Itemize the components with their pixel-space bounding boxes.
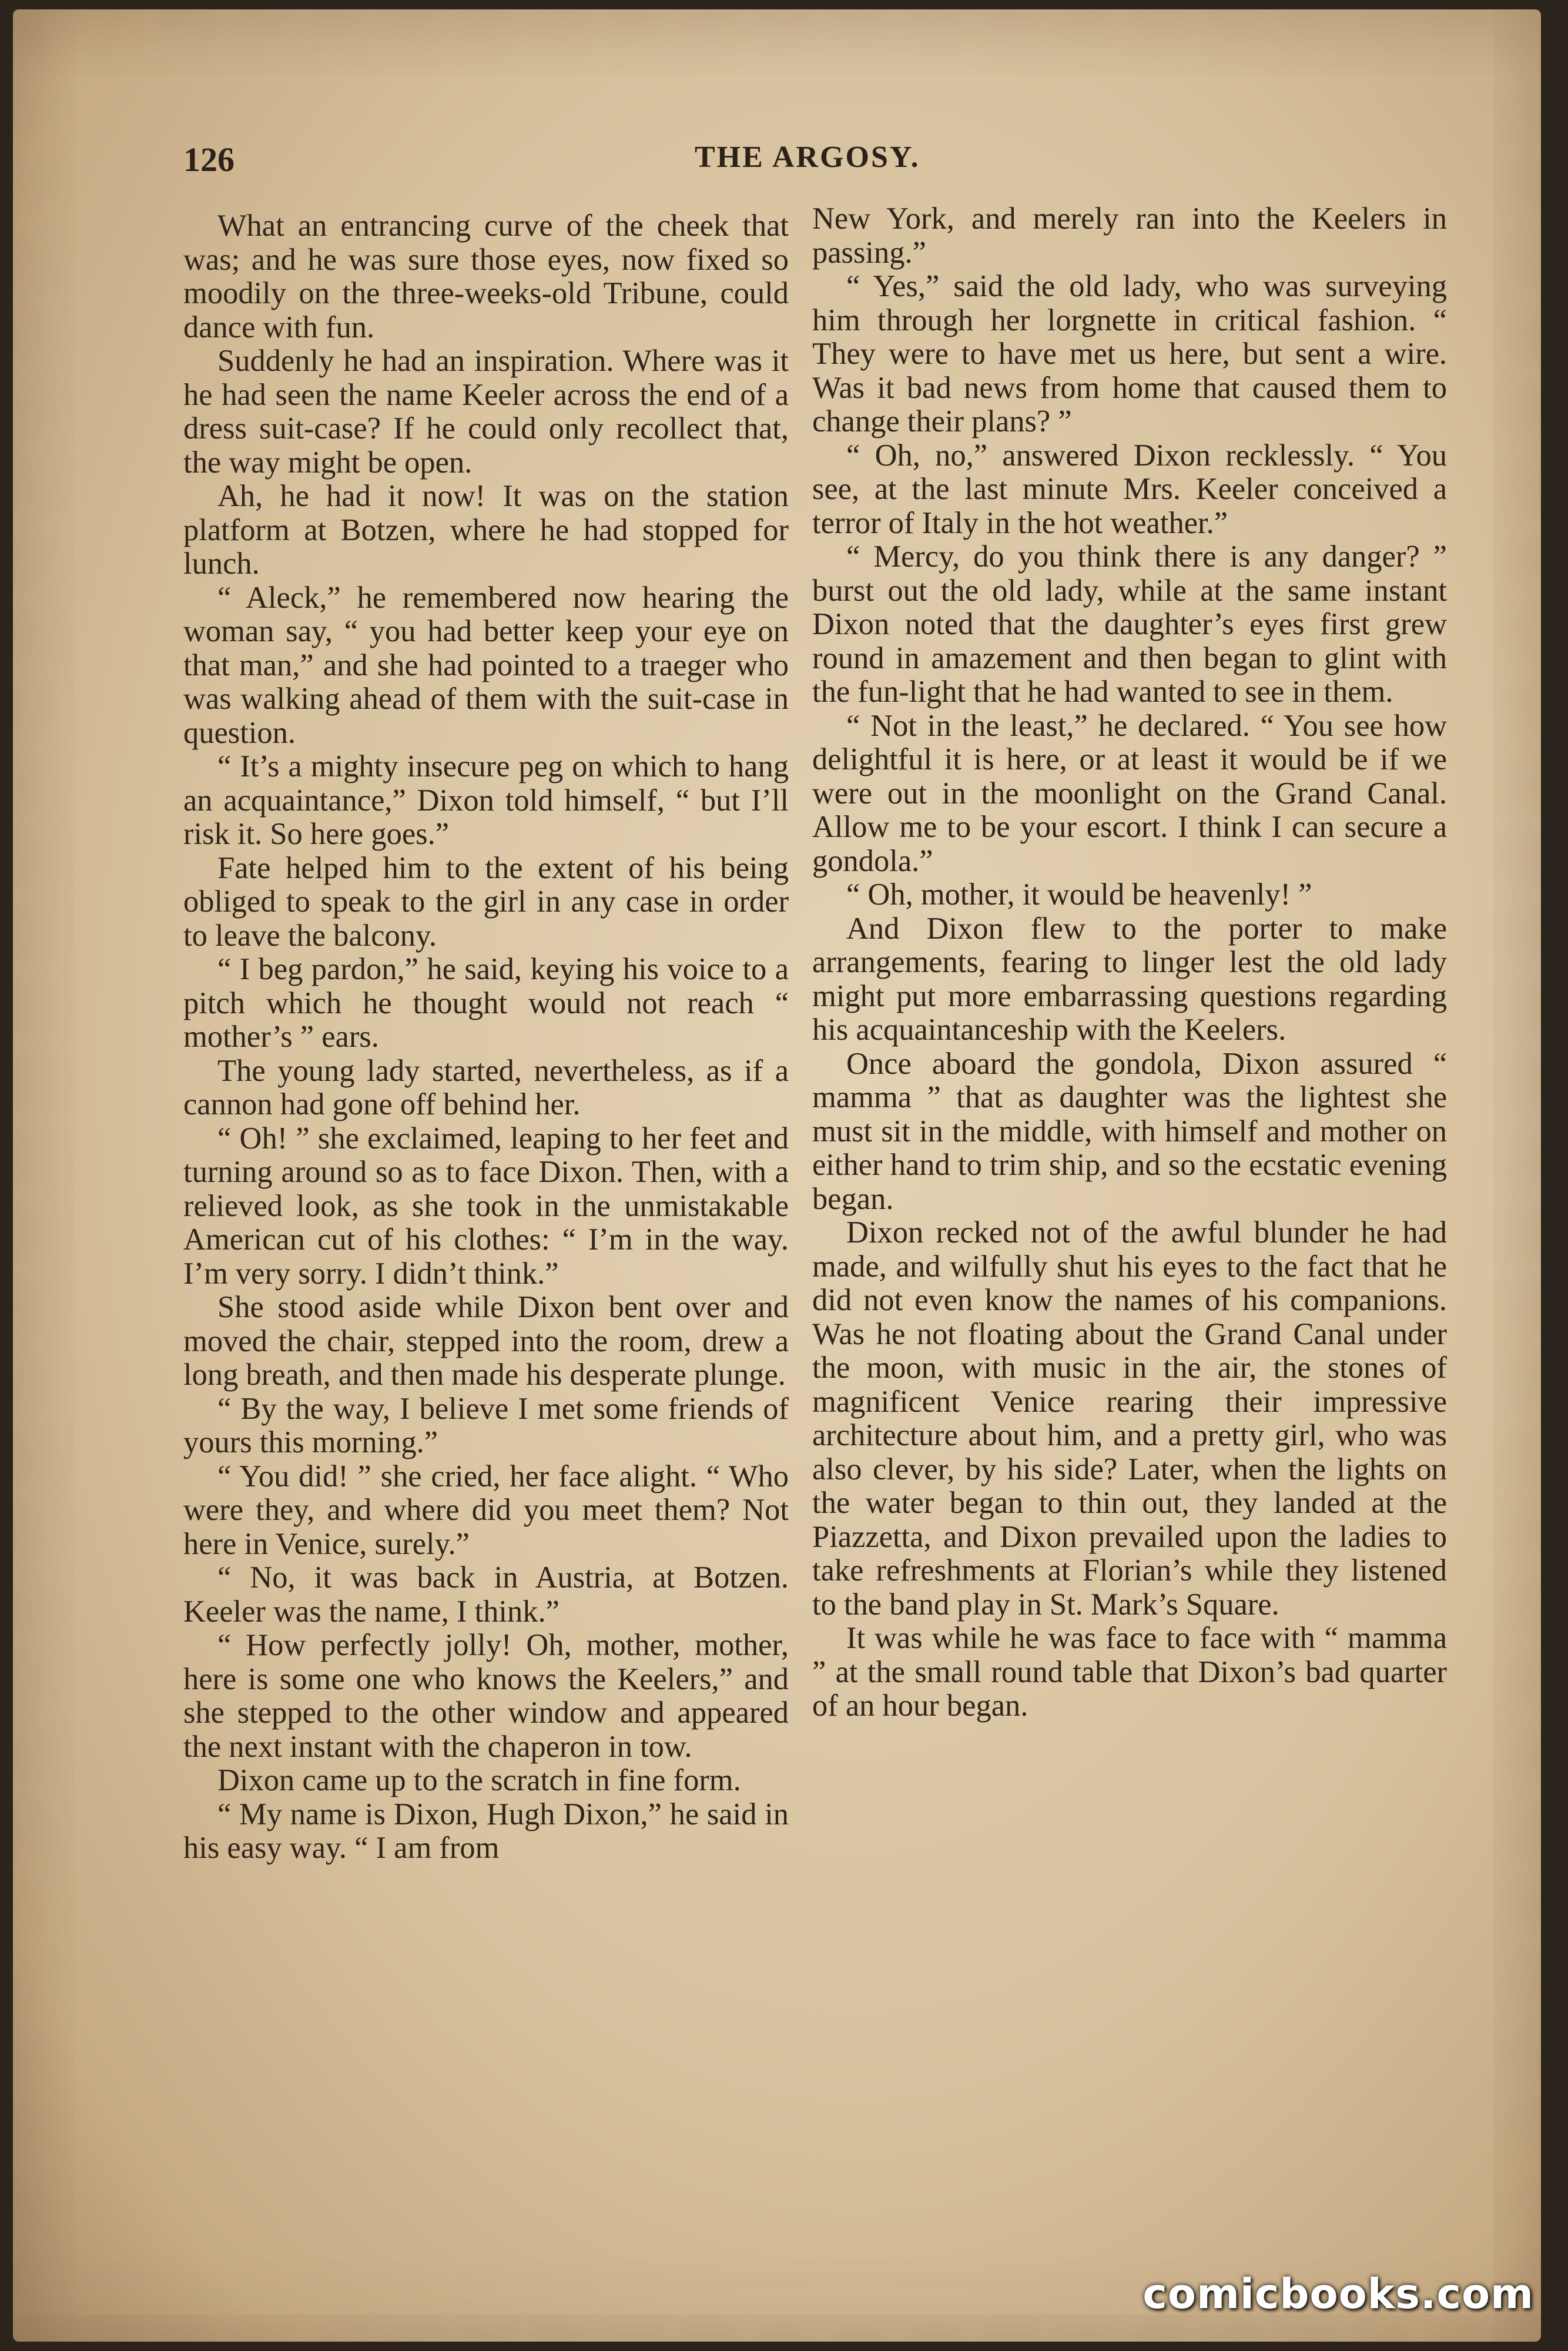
- paragraph: “ Aleck,” he remembered now hearing the woman say, “ you had better keep your eye on that man,” and she had pointed to a traeger who was walking ahead of them with the suit-case in question.: [183, 580, 789, 750]
- paragraph: “ Oh, no,” answered Dixon recklessly. “ You see, at the last minute Mrs. Keeler conceived a terror of Italy in the hot weather.”: [812, 438, 1447, 540]
- paragraph: She stood aside while Dixon bent over and moved the chair, stepped into the room, drew a long breath, and then made his desperate plunge.: [183, 1290, 789, 1392]
- paragraph: “ You did! ” she cried, her face alight. “ Who were they, and where did you meet them? Not here in Venice, surely.”: [183, 1459, 789, 1561]
- paragraph: The young lady started, nevertheless, as if a cannon had gone off behind her.: [183, 1053, 789, 1121]
- running-title: THE ARGOSY.: [695, 140, 920, 174]
- left-column: [183, 209, 789, 1866]
- watermark: comicbooks.com: [1143, 2270, 1534, 2318]
- paragraph: And Dixon flew to the porter to make arrangements, fearing to linger lest the old lady might put more embarrassing questions regarding his acquaintanceship with the Keelers.: [812, 911, 1447, 1047]
- right-column: [812, 202, 1447, 1723]
- paragraph: “ Not in the least,” he declared. “ You see how delightful it is here, or at least it would be if we were out in the moonlight on the Grand Canal. Allow me to be your escort. I think I can secure a gondola.”: [812, 708, 1447, 878]
- paragraph: “ My name is Dixon, Hugh Dixon,” he said in his easy way. “ I am from: [183, 1797, 789, 1865]
- book-page: [13, 9, 1541, 2342]
- paragraph: Fate helped him to the extent of his being obliged to speak to the girl in any case in order to leave the balcony.: [183, 850, 789, 953]
- paragraph: Ah, he had it now! It was on the station platform at Botzen, where he had stopped for lunch.: [183, 479, 789, 581]
- paragraph: Once aboard the gondola, Dixon assured “ mamma ” that as daughter was the lightest she must sit in the middle, with himself and mother on either hand to trim ship, and so the ecstatic evening began.: [812, 1046, 1447, 1216]
- page-number: 126: [183, 140, 234, 179]
- paragraph: Dixon came up to the scratch in fine form.: [217, 1763, 741, 1797]
- paragraph-continuation: New York, and merely ran into the Keelers in passing.”: [812, 202, 1447, 270]
- paragraph: Suddenly he had an inspiration. Where was it he had seen the name Keeler across the end of a dress suit-case? If he could only recollect that, the way might be open.: [183, 344, 789, 480]
- paragraph: “ By the way, I believe I met some friends of yours this morning.”: [183, 1391, 789, 1459]
- paragraph: “ No, it was back in Austria, at Botzen. Keeler was the name, I think.”: [183, 1560, 789, 1629]
- paragraph: “ How perfectly jolly! Oh, mother, mother, here is some one who knows the Keelers,” and she stepped to the other window and appeared the next instant with the chaperon in tow.: [183, 1628, 789, 1764]
- page-header: [183, 140, 1418, 187]
- paragraph: “ Yes,” said the old lady, who was surveying him through her lorgnette in critical fashion. “ They were to have met us here, but sent a wire. Was it bad news from home that caused them to change their plans? ”: [812, 269, 1447, 438]
- paragraph: Dixon recked not of the awful blunder he had made, and wilfully shut his eyes to the fact that he did not even know the names of his companions. Was he not floating about the Grand Canal under the moon, with music in the air, the stones of magnificent Venice rearing their impressive architecture about him, and a pretty girl, who was also clever, by his side? Later, when the lights on the water began to thin out, they landed at the Piazzetta, and Dixon prevailed upon the ladies to take refreshments at Florian’s while they listened to the band play in St. Mark’s Square.: [812, 1215, 1447, 1622]
- paragraph: “ Mercy, do you think there is any danger? ” burst out the old lady, while at the same instant Dixon noted that the daughter’s eyes first grew round in amazement and then began to glint with the fun-light that he had wanted to see in them.: [812, 540, 1447, 709]
- paragraph: “ I beg pardon,” he said, keying his voice to a pitch which he thought would not reach “ mother’s ” ears.: [183, 952, 789, 1054]
- paragraph: What an entrancing curve of the cheek that was; and he was sure those eyes, now fixed so moodily on the three-weeks-old Tribune, could dance with fun.: [183, 209, 789, 344]
- paragraph: “ It’s a mighty insecure peg on which to hang an acquaintance,” Dixon told himself, “ but I’ll risk it. So here goes.”: [183, 749, 789, 851]
- paragraph: “ Oh! ” she exclaimed, leaping to her feet and turning around so as to face Dixon. Then, with a relieved look, as she took in the unmistakable American cut of his clothes: “ I’m in the way. I’m very sorry. I didn’t think.”: [183, 1121, 789, 1291]
- paragraph: “ Oh, mother, it would be heavenly! ”: [846, 878, 1312, 912]
- paragraph: It was while he was face to face with “ mamma ” at the small round table that Dixon’s bad quarter of an hour began.: [812, 1621, 1447, 1723]
